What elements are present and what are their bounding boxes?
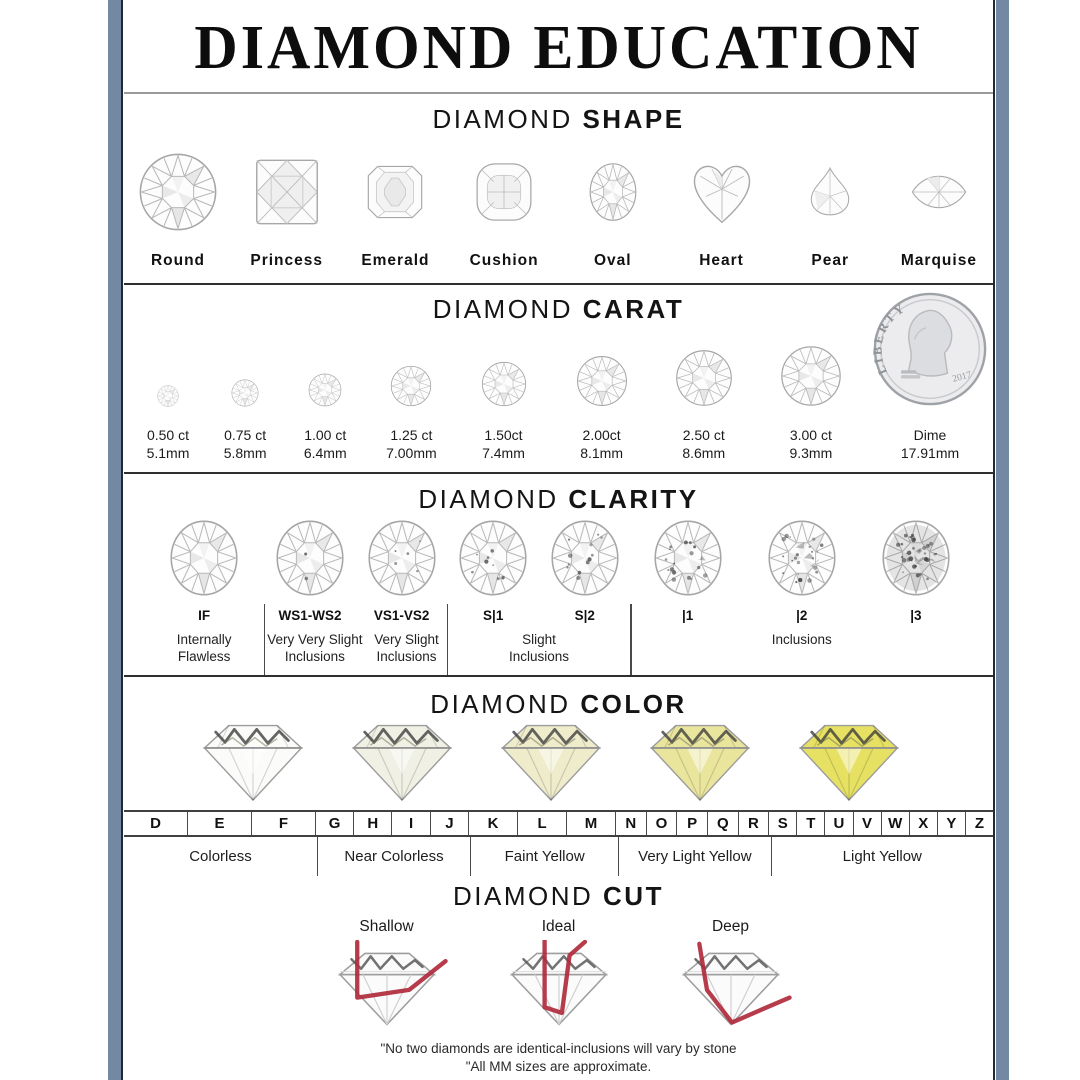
round-diamond bbox=[138, 148, 218, 236]
shape-label: Emerald bbox=[361, 252, 430, 269]
carat-item bbox=[554, 355, 650, 462]
clarity-stone-illustration bbox=[649, 514, 727, 602]
color-stone-illustration bbox=[642, 720, 758, 802]
color-stone-illustration bbox=[195, 720, 311, 802]
carat-item bbox=[459, 361, 549, 462]
color-section-heading bbox=[124, 689, 993, 720]
clarity-stones bbox=[144, 514, 264, 623]
carat-stone-illustration bbox=[780, 345, 842, 407]
carat-stone-illustration bbox=[481, 361, 527, 407]
color-grade-J: J bbox=[431, 812, 469, 835]
clarity-stones bbox=[447, 514, 630, 623]
heart-diamond bbox=[683, 148, 761, 236]
cut-profile-deep bbox=[656, 940, 806, 1036]
carat-stone bbox=[675, 349, 733, 412]
shape-item-marquise bbox=[889, 148, 989, 270]
shape-item-heart bbox=[672, 148, 772, 270]
svg-text:2017: 2017 bbox=[951, 369, 973, 385]
clarity-code: |2 bbox=[796, 608, 808, 623]
content-area bbox=[124, 0, 993, 1080]
color-stone-illustration bbox=[791, 720, 907, 802]
carat-item bbox=[286, 373, 364, 462]
title-rule bbox=[124, 92, 993, 94]
carat-item bbox=[655, 349, 753, 462]
clarity-code: S|1 bbox=[483, 608, 504, 623]
cut-row bbox=[124, 918, 993, 1036]
carat-mm: 6.4mm bbox=[303, 445, 347, 461]
color-group-label: Near Colorless bbox=[317, 837, 470, 876]
clarity-stone-illustration bbox=[877, 514, 955, 602]
shape-item-princess bbox=[237, 148, 337, 270]
carat-labels bbox=[580, 426, 623, 462]
carat-stone-illustration bbox=[231, 379, 259, 407]
heading-normal: DIAMOND bbox=[432, 294, 573, 324]
color-grade-Q: Q bbox=[708, 812, 739, 835]
clarity-stone-illustration bbox=[546, 514, 624, 602]
clarity-stone-illustration bbox=[271, 514, 349, 602]
content-border-left bbox=[121, 0, 123, 1080]
shape-item-round bbox=[128, 148, 228, 270]
shape-label: Marquise bbox=[900, 252, 977, 269]
svg-text:LIBERTY: LIBERTY bbox=[872, 300, 909, 377]
color-grade-F: F bbox=[252, 812, 316, 835]
carat-stone bbox=[390, 365, 432, 412]
clarity-code: IF bbox=[198, 608, 211, 623]
carat-value: 0.75 ct bbox=[224, 427, 267, 443]
color-grade-M: M bbox=[567, 812, 616, 835]
heading-normal: DIAMOND bbox=[430, 689, 571, 719]
carat-labels bbox=[386, 426, 437, 462]
pear-diamond bbox=[804, 148, 856, 236]
carat-mm: 5.1mm bbox=[146, 445, 190, 461]
footnotes bbox=[124, 1040, 993, 1075]
clarity-code: WS1-WS2 bbox=[278, 608, 342, 623]
carat-labels bbox=[147, 426, 190, 462]
dime-coin-illustration bbox=[872, 291, 988, 407]
clarity-group-2 bbox=[447, 514, 630, 675]
shape-row bbox=[128, 148, 989, 270]
carat-item bbox=[369, 365, 453, 462]
cut-item-ideal bbox=[484, 918, 634, 1036]
color-grade-L: L bbox=[518, 812, 567, 835]
carat-labels bbox=[901, 426, 959, 462]
clarity-group-0 bbox=[144, 514, 264, 675]
color-grade-X: X bbox=[910, 812, 938, 835]
carat-stone-illustration bbox=[390, 365, 432, 407]
clarity-description: Internally Flawless bbox=[176, 632, 232, 664]
clarity-stone bbox=[356, 514, 448, 623]
clarity-groups bbox=[144, 514, 973, 675]
color-grade-Y: Y bbox=[938, 812, 966, 835]
cut-section-heading bbox=[124, 881, 993, 912]
carat-mm: 9.3mm bbox=[789, 445, 833, 461]
heading-bold: COLOR bbox=[580, 689, 687, 719]
clarity-stone bbox=[539, 514, 631, 623]
color-grade-K: K bbox=[469, 812, 518, 835]
color-grade-I: I bbox=[392, 812, 430, 835]
shape-label: Pear bbox=[811, 252, 850, 269]
shape-label: Oval bbox=[594, 252, 632, 269]
oval-diamond bbox=[583, 148, 643, 236]
emerald-diamond-illustration bbox=[366, 154, 424, 230]
cut-label: Ideal bbox=[541, 918, 576, 935]
heading-bold: CLARITY bbox=[568, 484, 699, 514]
shape-section-rule bbox=[124, 283, 993, 285]
clarity-stones bbox=[631, 514, 973, 623]
carat-stone-illustration bbox=[308, 373, 342, 407]
color-grade-U: U bbox=[825, 812, 853, 835]
color-stone bbox=[493, 720, 609, 806]
carat-section-rule bbox=[124, 472, 993, 474]
clarity-descriptions bbox=[631, 631, 973, 648]
shape-item-emerald bbox=[345, 148, 445, 270]
clarity-code: |3 bbox=[910, 608, 922, 623]
color-grade-G: G bbox=[316, 812, 354, 835]
shape-item-cushion bbox=[454, 148, 554, 270]
carat-value: 2.50 ct bbox=[682, 427, 725, 443]
color-group-label: Colorless bbox=[189, 848, 252, 865]
carat-section-heading bbox=[124, 294, 993, 325]
clarity-description: Very Very Slight Inclusions bbox=[267, 632, 363, 664]
color-grade-D: D bbox=[124, 812, 188, 835]
oval-diamond-illustration bbox=[583, 152, 643, 232]
carat-value: 1.25 ct bbox=[390, 427, 433, 443]
clarity-code: |1 bbox=[682, 608, 694, 623]
shape-label: Cushion bbox=[469, 252, 539, 269]
princess-diamond bbox=[251, 148, 323, 236]
carat-value: 1.50ct bbox=[484, 427, 523, 443]
cut-profile-shallow bbox=[312, 940, 462, 1036]
clarity-stone-illustration bbox=[165, 514, 243, 602]
clarity-stone bbox=[641, 514, 735, 623]
emerald-diamond bbox=[366, 148, 424, 236]
color-grade-H: H bbox=[354, 812, 392, 835]
carat-stone bbox=[157, 385, 179, 412]
carat-mm: 7.00mm bbox=[386, 445, 437, 461]
cushion-diamond bbox=[472, 148, 536, 236]
princess-diamond-illustration bbox=[251, 151, 323, 233]
color-grade-T: T bbox=[797, 812, 825, 835]
clarity-descriptions bbox=[264, 631, 447, 665]
carat-labels bbox=[482, 426, 525, 462]
shape-label: Heart bbox=[699, 252, 744, 269]
marquise-diamond-illustration bbox=[906, 163, 972, 221]
shape-label: Princess bbox=[250, 252, 324, 269]
clarity-code: S|2 bbox=[574, 608, 595, 623]
carat-stone bbox=[780, 345, 842, 412]
carat-stone-illustration bbox=[675, 349, 733, 407]
clarity-stone-illustration bbox=[763, 514, 841, 602]
color-stone bbox=[195, 720, 311, 806]
heading-normal: DIAMOND bbox=[418, 484, 559, 514]
poster-title-wrap bbox=[124, 4, 993, 90]
color-grade-O: O bbox=[647, 812, 678, 835]
cushion-diamond-illustration bbox=[472, 153, 536, 231]
clarity-section-rule bbox=[124, 675, 993, 677]
clarity-description: Slight Inclusions bbox=[508, 632, 570, 664]
clarity-stones bbox=[264, 514, 447, 623]
carat-value: Dime bbox=[913, 427, 947, 443]
heading-normal: DIAMOND bbox=[453, 881, 594, 911]
color-grade-S: S bbox=[769, 812, 797, 835]
color-grade-R: R bbox=[739, 812, 770, 835]
carat-value: 3.00 ct bbox=[789, 427, 832, 443]
dime-image bbox=[872, 291, 988, 412]
clarity-stone bbox=[869, 514, 963, 623]
poster-title: DIAMOND EDUCATION bbox=[194, 11, 923, 82]
color-group-label: Light Yellow bbox=[771, 837, 993, 876]
carat-item bbox=[209, 379, 281, 462]
clarity-stone bbox=[157, 514, 251, 623]
marquise-diamond bbox=[906, 148, 972, 236]
shape-item-oval bbox=[563, 148, 663, 270]
cut-item-deep bbox=[656, 918, 806, 1036]
color-stone bbox=[344, 720, 460, 806]
cut-item-shallow bbox=[312, 918, 462, 1036]
carat-labels bbox=[789, 426, 832, 462]
carat-item bbox=[758, 345, 864, 462]
carat-value: 1.00 ct bbox=[304, 427, 347, 443]
color-grade-V: V bbox=[854, 812, 882, 835]
clarity-group-3 bbox=[631, 514, 973, 675]
heart-diamond-illustration bbox=[683, 156, 761, 228]
carat-labels bbox=[304, 426, 347, 462]
clarity-code: VS1-VS2 bbox=[373, 608, 430, 623]
carat-value: 2.00ct bbox=[582, 427, 621, 443]
color-grade-E: E bbox=[188, 812, 252, 835]
carat-stone bbox=[308, 373, 342, 412]
color-stone-illustration bbox=[344, 720, 460, 802]
carat-item-dime bbox=[869, 291, 991, 462]
color-group-label: Faint Yellow bbox=[470, 837, 618, 876]
heading-bold: CUT bbox=[603, 881, 664, 911]
clarity-stone-illustration bbox=[363, 514, 441, 602]
carat-stone bbox=[231, 379, 259, 412]
cut-label: Deep bbox=[711, 918, 750, 935]
carat-mm: 8.6mm bbox=[682, 445, 726, 461]
color-group-label: Very Light Yellow bbox=[618, 837, 770, 876]
clarity-descriptions bbox=[144, 631, 264, 665]
clarity-stone bbox=[755, 514, 849, 623]
carat-stone bbox=[481, 361, 527, 412]
clarity-descriptions bbox=[447, 631, 630, 665]
color-letter-scale bbox=[124, 810, 993, 837]
carat-stone-illustration bbox=[157, 385, 179, 407]
round-diamond-illustration bbox=[138, 152, 218, 232]
carat-labels bbox=[682, 426, 725, 462]
color-grade-P: P bbox=[677, 812, 708, 835]
clarity-section-heading bbox=[124, 484, 993, 515]
carat-stone-illustration bbox=[576, 355, 628, 407]
right-accent-stripe bbox=[996, 0, 1009, 1080]
footnote-line: "No two diamonds are identical-inclusions will vary by stone bbox=[380, 1041, 737, 1056]
clarity-stone bbox=[447, 514, 539, 623]
carat-mm: 5.8mm bbox=[223, 445, 267, 461]
content-border-right bbox=[993, 0, 995, 1080]
cut-label: Shallow bbox=[359, 918, 414, 935]
color-grade-N: N bbox=[616, 812, 647, 835]
footnote-line: "All MM sizes are approximate. bbox=[465, 1058, 652, 1074]
heading-bold: CARAT bbox=[582, 294, 685, 324]
heading-bold: SHAPE bbox=[582, 104, 685, 134]
color-grade-Z: Z bbox=[974, 815, 985, 832]
carat-labels bbox=[224, 426, 267, 462]
clarity-group-1 bbox=[264, 514, 447, 675]
shape-label: Round bbox=[150, 252, 206, 269]
clarity-stone bbox=[264, 514, 356, 623]
shape-section-heading bbox=[124, 104, 993, 135]
carat-mm: 8.1mm bbox=[580, 445, 624, 461]
color-stone bbox=[642, 720, 758, 806]
shape-item-pear bbox=[780, 148, 880, 270]
clarity-stone-illustration bbox=[454, 514, 532, 602]
carat-mm: 7.4mm bbox=[482, 445, 525, 461]
carat-stone bbox=[576, 355, 628, 412]
carat-item bbox=[132, 385, 204, 462]
left-accent-stripe bbox=[108, 0, 121, 1080]
clarity-description: Very Slight Inclusions bbox=[374, 632, 439, 664]
color-grade-W: W bbox=[882, 812, 910, 835]
color-group-labels bbox=[124, 837, 993, 876]
color-stone bbox=[791, 720, 907, 806]
carat-mm: 17.91mm bbox=[900, 445, 960, 461]
clarity-description: Inclusions bbox=[771, 632, 832, 647]
color-stone-illustration bbox=[493, 720, 609, 802]
carat-value: 0.50 ct bbox=[146, 427, 189, 443]
heading-normal: DIAMOND bbox=[432, 104, 573, 134]
cut-profile-ideal bbox=[484, 940, 634, 1036]
pear-diamond-illustration bbox=[804, 153, 856, 231]
color-stone-row bbox=[124, 720, 993, 806]
